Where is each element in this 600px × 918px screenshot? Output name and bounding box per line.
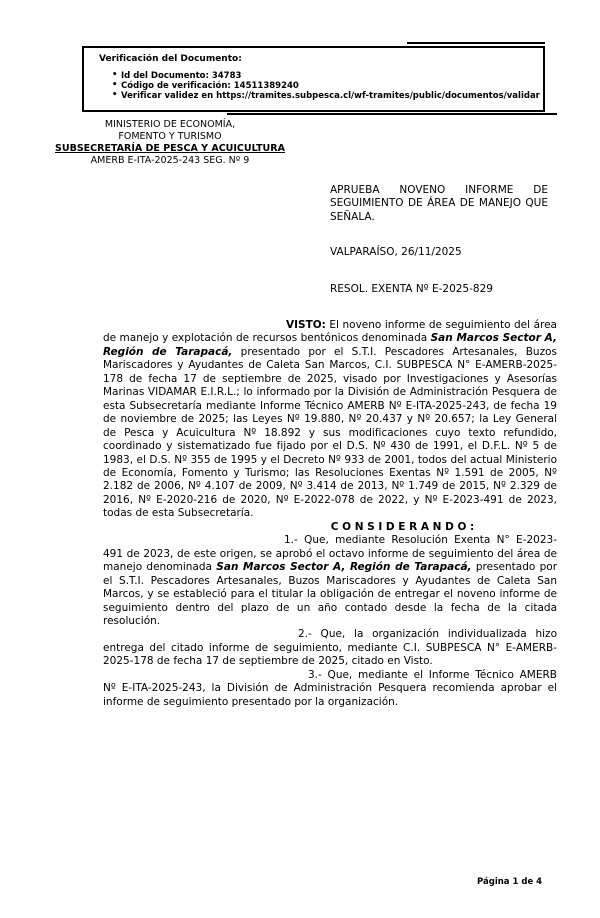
letterhead-ministry-line2: FOMENTO Y TURISMO (118, 131, 222, 142)
verification-list (99, 70, 540, 101)
place-and-date: VALPARAÍSO, 26/11/2025 (330, 246, 462, 258)
visto-area-name: San Marcos Sector A, Región de Tarapacá, (103, 332, 557, 358)
verification-item-url (99, 90, 540, 101)
letterhead (25, 119, 315, 167)
document-body (103, 319, 557, 709)
resolution-subject: APRUEBA NOVENO INFORME DE SEGUIMIENTO DE ÁREA DE MANEJO QUE SEÑALA. (330, 184, 548, 223)
considerando-item-3: 3.- Que, mediante el Informe Técnico AMERB Nº E-ITA-2025-243, la División de Administración Pesquera recomienda aprobar el informe de seguimiento presentado por la organización. (103, 668, 557, 708)
page-number: Página 1 de 4 (477, 877, 543, 887)
letterhead-amerb-reference: AMERB E-ITA-2025-243 SEG. Nº 9 (90, 155, 250, 166)
verification-box (82, 46, 545, 112)
resolution-number: RESOL. EXENTA Nº E-2025-829 (330, 283, 493, 295)
bullet-icon: • (112, 70, 118, 80)
visto-text-1: El noveno informe de seguimiento del área de manejo y explotación de recursos bentónicos denominada (103, 319, 557, 345)
bullet-icon: • (112, 80, 118, 90)
verification-item-text: Verificar validez en https://tramites.subpesca.cl/wf-tramites/public/documentos/validar (121, 91, 540, 101)
visto-label: VISTO: (286, 319, 326, 331)
considerando-1-text-2: presentado por el S.T.I. Pescadores Artesanales, Buzos Mariscadores y Ayudantes de Caleta San Marcos, y se estableció para el titular la obligación de entregar el noveno informe de seguimiento dentro del plazo de un año contado desde la fecha de la citada resolución. (103, 561, 558, 627)
letterhead-ministry-line1: MINISTERIO DE ECONOMÍA, (104, 119, 236, 130)
bullet-icon: • (112, 90, 118, 100)
considerando-1-area-name: San Marcos Sector A, Región de Tarapacá, (216, 561, 472, 574)
visto-text-2: presentado por el S.T.I. Pescadores Artesanales, Buzos Mariscadores y Ayudantes de Caleta San Marcos, C.I. SUBPESCA N° E-AMERB-2025-178 de fecha 17 de septiembre de 2025, visado por Investigaciones y Asesorías Marinas VIDAMAR E.I.R.L.; lo informado por la División de Administración Pesquera de esta Subsecretaría mediante Informe Técnico AMERB Nº E-ITA-2025-243, de fecha 19 de noviembre de 2025; las Leyes Nº 19.880, Nº 20.437 y Nº 20.657; la Ley General de Pesca y Acuicultura Nº 18.892 y sus modificaciones cuyo texto refundido, coordinado y sistematizado fue fijado por el D.S. Nº 430 de 1991, el D.F.L. Nº 5 de 1983, el D.S. Nº 355 de 1995 y el Decreto Nº 933 de 2001, todos del actual Ministerio de Economía, Fomento y Turismo; las Resoluciones Exentas Nº 1.591 de 2005, Nº 2.182 de 2006, Nº 4.107 de 2009, Nº 3.414 de 2013, Nº 1.749 de 2015, Nº 2.329 de 2016, Nº E-2020-216 de 2020, Nº E-2022-078 de 2022, y Nº E-2023-491 de 2023, todas de esta Subsecretaría. (103, 345, 557, 520)
letterhead-subsecretaria: SUBSECRETARÍA DE PESCA Y ACUICULTURA (55, 143, 285, 154)
verification-item-code (99, 81, 535, 91)
considerando-1-text-1: 1.- Que, mediante Resolución Exenta N° E-2023-491 de 2023, de este origen, se aprobó el octavo informe de seguimiento del área de manejo denominada (103, 534, 557, 574)
visto-paragraph (103, 319, 557, 521)
considerando-item-1 (103, 534, 557, 628)
verification-item-text: Id del Documento: 34783 (121, 71, 242, 81)
considerando-heading: C O N S I D E R A N D O : (330, 520, 475, 533)
considerando-item-2: 2.- Que, la organización individualizada hizo entrega del citado informe de seguimiento, mediante C.I. SUBPESCA N° E-AMERB-2025-178 de fecha 17 de septiembre de 2025, citado en Visto. (103, 628, 557, 668)
verification-item-document-id (99, 71, 535, 81)
verification-item-text: Código de verificación: 14511389240 (121, 81, 299, 91)
verification-title: Verificación del Documento: (99, 54, 242, 64)
